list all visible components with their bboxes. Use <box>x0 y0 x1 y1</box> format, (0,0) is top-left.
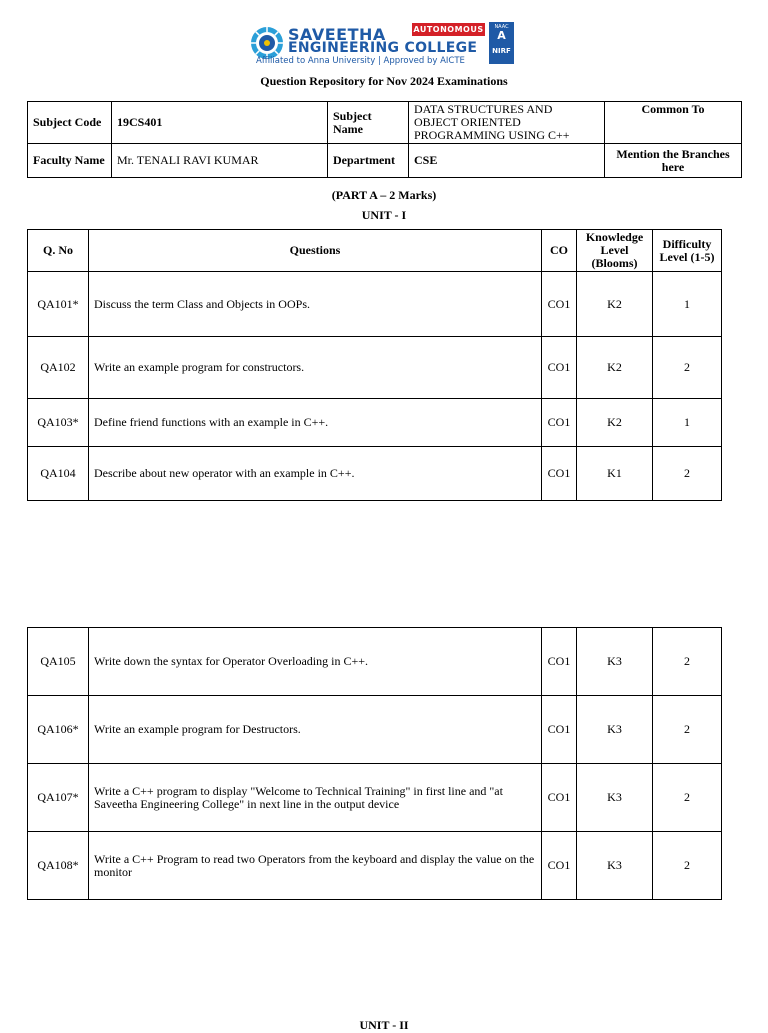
knowledge-level: K3 <box>577 628 653 696</box>
question-number: QA101* <box>28 272 89 337</box>
info-row-faculty <box>28 144 742 178</box>
question-text: Write an example program for constructors. <box>89 337 542 399</box>
question-number: QA104 <box>28 447 89 501</box>
qno-header: Q. No <box>28 230 89 272</box>
naac-grade: A <box>497 29 506 42</box>
logo-tagline: Affiliated to Anna University | Approved by AICTE <box>256 56 465 66</box>
knowledge-level: K2 <box>577 272 653 337</box>
question-number: QA105 <box>28 628 89 696</box>
knowledge-level: K2 <box>577 337 653 399</box>
table-row <box>28 628 722 696</box>
course-outcome: CO1 <box>542 272 577 337</box>
unit-2-heading: UNIT - II <box>359 1018 409 1032</box>
question-number: QA108* <box>28 832 89 900</box>
knowledge-level: K3 <box>577 764 653 832</box>
course-outcome: CO1 <box>542 628 577 696</box>
table-row <box>28 447 722 501</box>
questions-table-continued <box>27 627 722 900</box>
knowledge-level: K3 <box>577 832 653 900</box>
knowledge-level: K3 <box>577 696 653 764</box>
branches-note: Mention the Branches here <box>605 144 742 178</box>
college-logo <box>250 22 516 66</box>
part-heading: (PART A – 2 Marks) <box>331 188 437 202</box>
common-to-label: Common To <box>605 102 742 144</box>
difficulty-level: 2 <box>653 832 722 900</box>
question-number: QA103* <box>28 399 89 447</box>
course-outcome: CO1 <box>542 399 577 447</box>
college-emblem-icon <box>250 26 284 60</box>
table-row <box>28 337 722 399</box>
question-text: Write down the syntax for Operator Overloading in C++. <box>89 628 542 696</box>
difficulty-level: 2 <box>653 764 722 832</box>
knowledge-level-header: Knowledge Level (Blooms) <box>577 230 653 272</box>
difficulty-level: 1 <box>653 399 722 447</box>
question-number: QA106* <box>28 696 89 764</box>
co-header: CO <box>542 230 577 272</box>
knowledge-level: K2 <box>577 399 653 447</box>
course-outcome: CO1 <box>542 832 577 900</box>
logo-name-line1: SAVEETHA <box>288 25 386 44</box>
subject-name-value: DATA STRUCTURES AND OBJECT ORIENTED PROGRAMMING USING C++ <box>409 102 605 144</box>
difficulty-level: 1 <box>653 272 722 337</box>
autonomous-badge: AUTONOMOUS <box>413 25 484 34</box>
subject-name-label: Subject Name <box>328 102 409 144</box>
logo-name-line2: ENGINEERING COLLEGE <box>288 40 478 56</box>
naac-label: NAAC <box>494 24 509 30</box>
table-row <box>28 832 722 900</box>
nirf-label: NIRF <box>492 47 511 55</box>
difficulty-level: 2 <box>653 628 722 696</box>
question-text: Discuss the term Class and Objects in OOPs. <box>89 272 542 337</box>
difficulty-level: 2 <box>653 447 722 501</box>
difficulty-level: 2 <box>653 696 722 764</box>
subject-code-value: 19CS401 <box>112 102 328 144</box>
subject-info-table <box>27 101 742 178</box>
questions-table-unit1 <box>27 229 722 501</box>
course-outcome: CO1 <box>542 337 577 399</box>
difficulty-level-header: Difficulty Level (1-5) <box>653 230 722 272</box>
faculty-name-value: Mr. TENALI RAVI KUMAR <box>112 144 328 178</box>
question-number: QA102 <box>28 337 89 399</box>
question-text: Write a C++ program to display "Welcome to Technical Training" in first line and "at Saveetha Engineering College" in next line in the output device <box>89 764 542 832</box>
subject-code-label: Subject Code <box>28 102 112 144</box>
question-number: QA107* <box>28 764 89 832</box>
unit-1-heading: UNIT - I <box>361 208 407 222</box>
course-outcome: CO1 <box>542 696 577 764</box>
knowledge-level: K1 <box>577 447 653 501</box>
department-label: Department <box>328 144 409 178</box>
table-row <box>28 272 722 337</box>
table-row <box>28 696 722 764</box>
info-row-subject <box>28 102 742 144</box>
question-text: Write an example program for Destructors. <box>89 696 542 764</box>
questions-header-row <box>28 230 722 272</box>
naac-nirf-badge <box>489 22 514 64</box>
course-outcome: CO1 <box>542 447 577 501</box>
question-text: Define friend functions with an example in C++. <box>89 399 542 447</box>
table-row <box>28 399 722 447</box>
questions-header: Questions <box>89 230 542 272</box>
question-text: Write a C++ Program to read two Operators from the keyboard and display the value on the monitor <box>89 832 542 900</box>
question-text: Describe about new operator with an example in C++. <box>89 447 542 501</box>
department-value: CSE <box>409 144 605 178</box>
difficulty-level: 2 <box>653 337 722 399</box>
table-row <box>28 764 722 832</box>
faculty-name-label: Faculty Name <box>28 144 112 178</box>
repository-title: Question Repository for Nov 2024 Examinations <box>260 74 508 88</box>
course-outcome: CO1 <box>542 764 577 832</box>
